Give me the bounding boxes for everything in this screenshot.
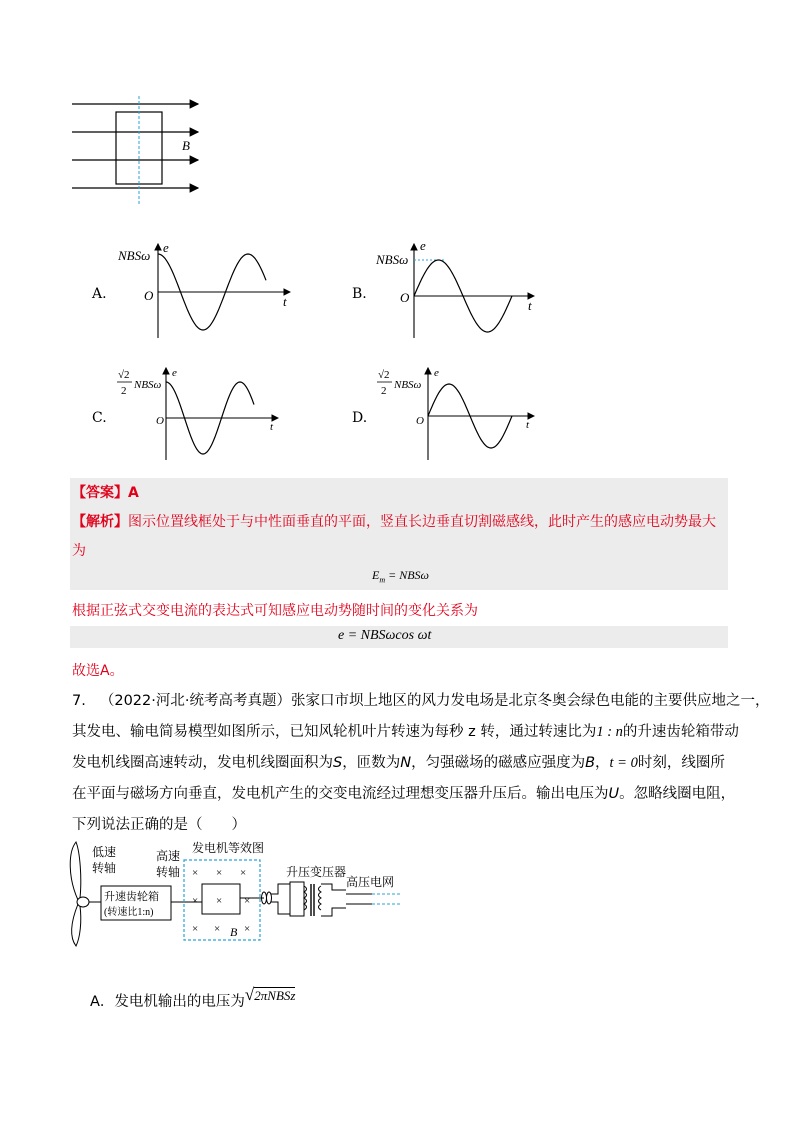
svg-text:×: × bbox=[192, 867, 199, 879]
option-c-origin: O bbox=[156, 415, 164, 427]
option-b-axis-t: t bbox=[528, 298, 532, 313]
answer-conclusion: 故选A。 bbox=[72, 663, 124, 679]
option-c-amp-tail: NBSω bbox=[134, 379, 162, 391]
gearbox-label-2: (转速比1:n) bbox=[104, 907, 154, 918]
coil-figure bbox=[70, 90, 220, 215]
option-a-amplitude: NBSω bbox=[118, 248, 151, 263]
option-d-sqrt: √2 bbox=[378, 369, 390, 381]
option-a-axis-e: e bbox=[163, 240, 169, 255]
question7-line-3: 发电机线圈高速转动，发电机线圈面积为S，匝数为N，匀强磁场的磁感应强度为B，t = 0时刻，线圈所 bbox=[72, 755, 725, 771]
analysis-line-1 bbox=[72, 511, 716, 531]
option-d-amp-tail: NBSω bbox=[394, 379, 422, 391]
option-c-sqrt: √2 bbox=[118, 369, 130, 381]
option-b-axis-e: e bbox=[420, 240, 426, 253]
option-a-letter: A. bbox=[92, 286, 107, 302]
option-b-graph bbox=[374, 240, 544, 340]
option-d-den: 2 bbox=[381, 385, 387, 397]
low-speed-label-1: 低速 bbox=[92, 845, 117, 859]
question7-line-4: 在平面与磁场方向垂直，发电机产生的交变电流经过理想变压器升压后。输出电压为U。忽略线圈电阻， bbox=[72, 786, 736, 802]
option-d-letter: D. bbox=[352, 410, 368, 426]
question7-line-2: 其发电、输电简易模型如图所示，已知风轮机叶片转速为每秒 z 转，通过转速比为1 : n的升速齿轮箱带动 bbox=[72, 724, 739, 740]
question7-line-1: 7. （2022·河北·统考高考真题）张家口市坝上地区的风力发电场是北京冬奥会绿色电能的主要供应地之一， bbox=[72, 693, 770, 709]
formula-em: $E_m = NBS\omega$ bbox=[372, 568, 430, 585]
option-a-graph bbox=[118, 240, 298, 340]
wind-generator-diagram bbox=[64, 838, 404, 950]
analysis-label: 【解析】 bbox=[72, 514, 128, 530]
field-label-b: B bbox=[182, 138, 190, 153]
analysis-mid-text: 根据正弦式交变电流的表达式可知感应电动势随时间的变化关系为 bbox=[72, 603, 478, 619]
low-speed-label-2: 转轴 bbox=[92, 861, 117, 875]
high-speed-label-1: 高速 bbox=[156, 849, 181, 863]
option-a-axis-t: t bbox=[283, 294, 287, 309]
answer-label: 【答案】A bbox=[72, 485, 139, 501]
option-c-den: 2 bbox=[121, 385, 127, 397]
svg-text:×: × bbox=[192, 895, 199, 907]
option-b-amplitude: NBSω bbox=[376, 252, 409, 267]
svg-text:×: × bbox=[192, 923, 199, 935]
option-b-letter: B. bbox=[352, 286, 367, 302]
svg-text:×: × bbox=[240, 867, 247, 879]
generator-field-label: B bbox=[230, 925, 238, 939]
svg-text:×: × bbox=[216, 867, 223, 879]
option-b-origin: O bbox=[400, 290, 410, 305]
option-d-origin: O bbox=[416, 415, 424, 427]
svg-text:×: × bbox=[216, 895, 223, 907]
gearbox-label-1: 升速齿轮箱 bbox=[104, 891, 159, 903]
option-d-axis-e: e bbox=[434, 367, 439, 379]
analysis-line-2: 为 bbox=[72, 543, 86, 559]
option-c-letter: C. bbox=[92, 410, 107, 426]
choice-a: A．发电机输出的电压为√2πNBSz bbox=[90, 985, 296, 1010]
option-c-graph bbox=[110, 364, 285, 464]
svg-text:×: × bbox=[214, 923, 221, 935]
high-speed-label-2: 转轴 bbox=[156, 865, 181, 879]
analysis-text-1: 图示位置线框处于与中性面垂直的平面，竖直长边垂直切割磁感线，此时产生的感应电动势最大 bbox=[128, 514, 716, 530]
option-c-axis-e: e bbox=[172, 367, 177, 379]
option-d-graph bbox=[372, 364, 547, 464]
formula-box-2 bbox=[70, 626, 728, 648]
grid-label: 高压电网 bbox=[346, 875, 395, 889]
formula-e: e = NBSωcos ωt bbox=[338, 628, 432, 643]
svg-text:×: × bbox=[244, 895, 251, 907]
svg-text:×: × bbox=[244, 923, 251, 935]
transformer-title: 升压变压器 bbox=[286, 865, 347, 879]
option-d-axis-t: t bbox=[526, 419, 530, 431]
option-c-axis-t: t bbox=[270, 421, 274, 433]
question7-line-5: 下列说法正确的是（ ） bbox=[72, 817, 246, 833]
generator-title: 发电机等效图 bbox=[192, 841, 265, 855]
option-a-origin: O bbox=[144, 288, 154, 303]
answer-box bbox=[70, 478, 728, 590]
